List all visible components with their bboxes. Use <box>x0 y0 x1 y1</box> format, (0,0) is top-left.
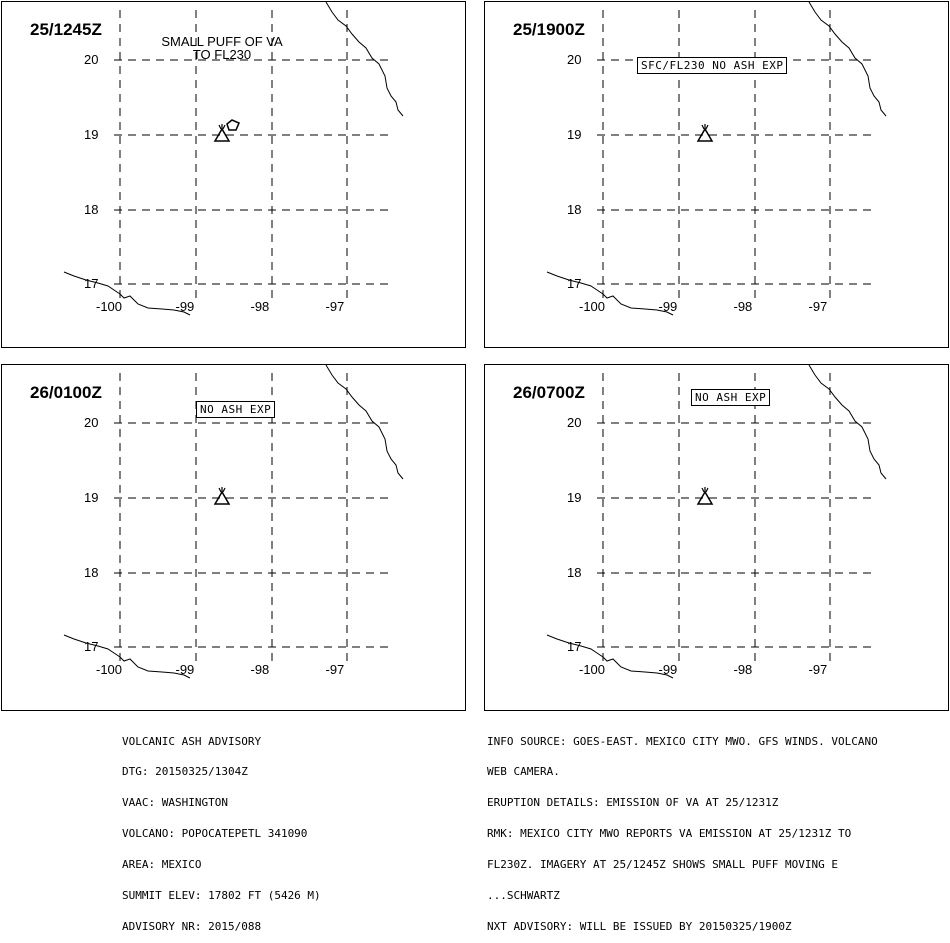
coastline-gulf <box>326 2 403 116</box>
panel-time: 25/1900Z <box>513 20 585 39</box>
latitude-label: 19 <box>84 490 99 505</box>
latitude-label: 17 <box>567 639 582 654</box>
panel-time: 26/0100Z <box>30 383 102 402</box>
latitude-label: 18 <box>84 202 99 217</box>
forecast-panel-4 <box>484 364 949 711</box>
volcano-triangle-icon <box>698 487 712 504</box>
latitude-label: 18 <box>84 565 99 580</box>
forecast-panel-3 <box>1 364 466 711</box>
panel-time: 26/0700Z <box>513 383 585 402</box>
longitude-label: -97 <box>325 662 345 677</box>
volcano-triangle-icon <box>215 124 229 141</box>
advisory-line: DTG: 20150325/1304Z <box>122 765 248 779</box>
volcano-triangle-icon <box>698 124 712 141</box>
longitude-label: -98 <box>250 662 270 677</box>
longitude-label: -100 <box>579 662 606 677</box>
coastline-pacific <box>64 272 190 315</box>
latitude-label: 19 <box>567 490 582 505</box>
advisory-line: RMK: MEXICO CITY MWO REPORTS VA EMISSION AT 25/1231Z TO <box>487 827 852 841</box>
panel-time: 25/1245Z <box>30 20 102 39</box>
latitude-label: 20 <box>567 415 582 430</box>
coastline-gulf <box>326 365 403 479</box>
advisory-line: AREA: MEXICO <box>122 858 202 872</box>
advisory-line: ...SCHWARTZ <box>487 889 560 903</box>
panel-note: SFC/FL230 NO ASH EXP <box>637 57 787 74</box>
advisory-header-block <box>122 716 321 943</box>
forecast-panel-1 <box>1 1 466 348</box>
advisory-line: FL230Z. IMAGERY AT 25/1245Z SHOWS SMALL PUFF MOVING E <box>487 858 838 872</box>
longitude-label: -98 <box>250 299 270 314</box>
latitude-label: 19 <box>84 127 99 142</box>
longitude-label: -98 <box>733 662 753 677</box>
panel-note: SMALL PUFF OF VA TO FL230 <box>161 34 283 62</box>
map-canvas <box>485 365 950 712</box>
longitude-label: -99 <box>175 662 195 677</box>
longitude-label: -97 <box>808 662 828 677</box>
coastline-pacific <box>547 635 673 678</box>
panel-note: NO ASH EXP <box>196 401 275 418</box>
advisory-line: VOLCANIC ASH ADVISORY <box>122 734 262 748</box>
latitude-label: 20 <box>567 52 582 67</box>
advisory-line: INFO SOURCE: GOES-EAST. MEXICO CITY MWO. GFS WINDS. VOLCANO <box>487 734 878 748</box>
forecast-panel-2 <box>484 1 949 348</box>
advisory-details-block <box>487 716 878 943</box>
longitude-label: -100 <box>579 299 606 314</box>
advisory-line: VAAC: WASHINGTON <box>122 796 228 810</box>
latitude-label: 17 <box>84 276 99 291</box>
advisory-line: VOLCANO: POPOCATEPETL 341090 <box>122 827 308 841</box>
longitude-label: -100 <box>96 662 123 677</box>
advisory-line: SUMMIT ELEV: 17802 FT (5426 M) <box>122 889 321 903</box>
longitude-label: -98 <box>733 299 753 314</box>
latitude-label: 17 <box>84 639 99 654</box>
advisory-line: ERUPTION DETAILS: EMISSION OF VA AT 25/1231Z <box>487 796 779 810</box>
coastline-pacific <box>64 635 190 678</box>
longitude-label: -97 <box>808 299 828 314</box>
latitude-label: 20 <box>84 52 99 67</box>
coastline-gulf <box>809 365 886 479</box>
coastline-gulf <box>809 2 886 116</box>
ash-cloud-polygon <box>227 120 239 130</box>
latitude-label: 17 <box>567 276 582 291</box>
map-canvas <box>485 2 950 349</box>
panel-note: NO ASH EXP <box>691 389 770 406</box>
longitude-label: -99 <box>175 299 195 314</box>
latitude-label: 18 <box>567 565 582 580</box>
latitude-label: 20 <box>84 415 99 430</box>
advisory-line: WEB CAMERA. <box>487 765 560 779</box>
advisory-line: NXT ADVISORY: WILL BE ISSUED BY 20150325/1900Z <box>487 919 792 933</box>
volcano-triangle-icon <box>215 487 229 504</box>
longitude-label: -99 <box>658 662 678 677</box>
longitude-label: -100 <box>96 299 123 314</box>
longitude-label: -99 <box>658 299 678 314</box>
coastline-pacific <box>547 272 673 315</box>
latitude-label: 19 <box>567 127 582 142</box>
longitude-label: -97 <box>325 299 345 314</box>
latitude-label: 18 <box>567 202 582 217</box>
advisory-line: ADVISORY NR: 2015/088 <box>122 919 262 933</box>
